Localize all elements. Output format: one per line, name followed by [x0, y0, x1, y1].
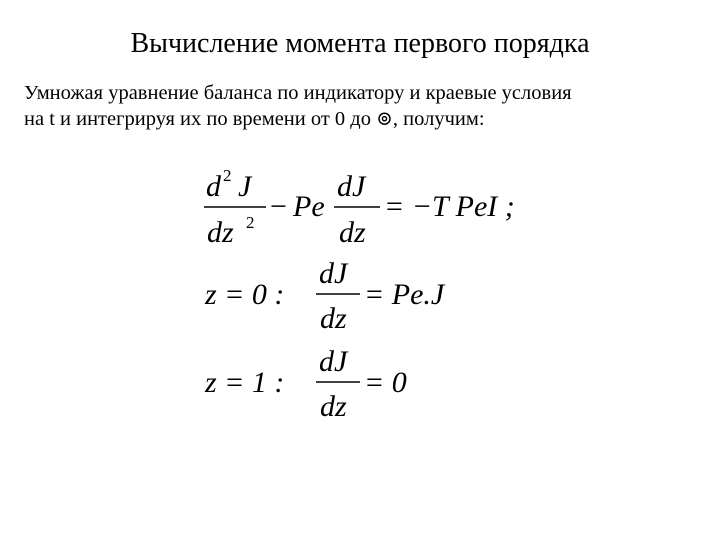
eq1-frac1-numerator-var: J	[238, 170, 252, 203]
intro-line-2-end: , получим:	[392, 108, 485, 130]
eq1-frac1-numerator-d: d	[206, 170, 221, 203]
intro-line-2-start: на t и интегрируя их по времени от 0 до	[24, 108, 377, 130]
eq1-frac1-denominator-exponent: 2	[246, 213, 255, 232]
intro-line-2	[24, 106, 696, 132]
eq2-right-side: = Pe.J	[364, 278, 445, 311]
eq2-numerator: dJ	[319, 257, 348, 290]
eq1-coefficient: Pe	[293, 190, 325, 223]
eq1-frac1-numerator-exponent: 2	[223, 166, 232, 185]
eq1-minus-sign: −	[270, 190, 287, 223]
infinity-symbol: ⊚	[376, 108, 393, 130]
eq1-frac2-numerator: dJ	[337, 170, 366, 203]
eq3-condition: z = 1 :	[205, 366, 285, 399]
eq2-denominator: dz	[320, 302, 347, 335]
equation-2	[204, 257, 446, 335]
equation-3	[204, 345, 407, 423]
intro-line-1: Умножая уравнение баланса по индикатору и краевые условия	[24, 82, 572, 104]
eq1-frac1-denominator: dz	[207, 216, 234, 249]
eq2-condition: z = 0 :	[205, 278, 285, 311]
intro-text	[24, 80, 696, 132]
slide-title: Вычисление момента первого порядка	[130, 28, 590, 59]
eq3-denominator: dz	[320, 390, 347, 423]
equation-1	[204, 166, 515, 249]
eq3-right-side: = 0	[364, 366, 407, 399]
eq1-right-side: = −T PeI ;	[384, 190, 515, 223]
eq1-frac2-denominator: dz	[339, 216, 366, 249]
eq3-numerator: dJ	[319, 345, 348, 378]
